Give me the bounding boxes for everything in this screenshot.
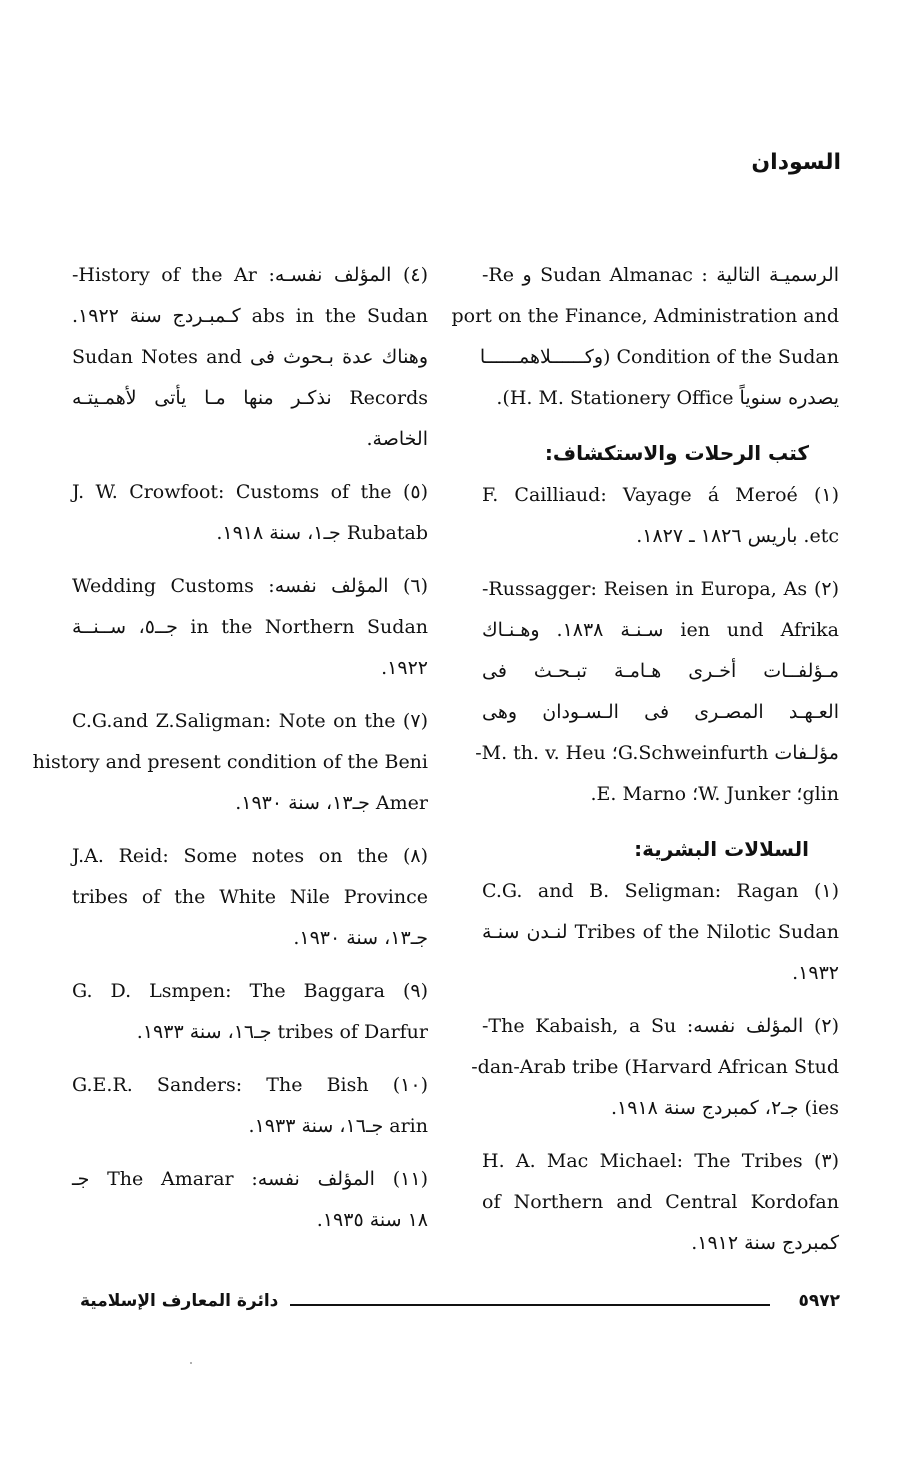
entry-line: (٣) H. A. Mac Michael: The Tribes xyxy=(482,1150,839,1172)
entry-line: (١٠) G.E.R. Sanders: The Bish xyxy=(72,1074,428,1096)
entry-line: Tribes of the Nilotic Sudan لنـدن سنـة xyxy=(482,921,839,943)
entry-line: الخاصة. xyxy=(366,428,428,450)
entry-line: dan-Arab tribe (Harvard African Stud- xyxy=(471,1056,839,1078)
bibliography-entry xyxy=(72,836,428,959)
entry-line: port on the Finance, Administration and xyxy=(451,305,839,327)
entry-line: (١) F. Cailliaud: Vayage á Meroé xyxy=(482,484,839,506)
entry-line: (٢) المؤلف نفسه: The Kabaish, a Su- xyxy=(482,1015,840,1037)
running-header: السودان xyxy=(751,150,841,175)
bibliography-entry xyxy=(482,871,839,994)
entry-line: الرسميـة التالية : Sudan Almanac و Re- xyxy=(482,264,839,286)
bibliography-entry xyxy=(471,1006,840,1129)
entry-line: يصدره سنوياً H. M. Stationery Office). xyxy=(496,387,839,409)
section-heading: السلالات البشرية: xyxy=(634,837,809,861)
entry-line: (٤) المؤلف نفسـه: History of the Ar- xyxy=(72,264,428,286)
entry-line: ١٨ سنة ١٩٣٥. xyxy=(316,1209,428,1231)
section-heading: كتب الرحلات والاستكشاف: xyxy=(544,441,809,465)
bibliography-entry xyxy=(482,475,839,557)
entry-line: arin جـ١٦، سنة ١٩٣٣. xyxy=(248,1115,428,1137)
entry-line: ien und Afrika سـنـة ١٨٣٨. وهـنـاك xyxy=(482,619,839,641)
entry-line: (٢) Russagger: Reisen in Europa, As- xyxy=(482,578,840,600)
page-footer xyxy=(80,1287,840,1317)
entry-line: tribes of Darfur جـ١٦، سنة ١٩٣٣. xyxy=(136,1021,428,1043)
bibliography-entry xyxy=(482,1141,839,1264)
right-column xyxy=(451,255,840,1276)
bibliography-entry xyxy=(72,1159,428,1241)
entry-line: Rubatab جـ١، سنة ١٩١٨. xyxy=(216,522,428,544)
entry-line: (١١) المؤلف نفسه: The Amarar جـ xyxy=(72,1168,428,1190)
entry-line: abs in the Sudan كـمبـردج سنة ١٩٢٢. xyxy=(72,305,428,327)
speck xyxy=(190,1362,192,1364)
entry-line: وهناك عدة بـحوث فى Sudan Notes and xyxy=(72,346,428,368)
entry-line: (٧) C.G.and Z.Saligman: Note on the xyxy=(72,710,428,732)
entry-line: in the Northern Sudan جــ٥، ســنــة xyxy=(72,616,429,638)
entry-line: Amer جـ١٣، سنة ١٩٣٠. xyxy=(235,792,428,814)
entry-line: (٨) J.A. Reid: Some notes on the xyxy=(72,845,428,867)
entry-line: (١) C.G. and B. Seligman: Ragan xyxy=(482,880,840,902)
entry-line: ١٩٣٢. xyxy=(792,962,839,984)
entry-line: (٩) G. D. Lsmpen: The Baggara xyxy=(72,980,428,1002)
footer-rule xyxy=(290,1304,770,1306)
page-number: ٥٩٧٢ xyxy=(798,1291,840,1311)
bibliography-entry xyxy=(72,1065,428,1147)
entry-line: مؤلـفات G.Schweinfurth؛ M. th. v. Heu- xyxy=(475,742,839,764)
bibliography-entry xyxy=(72,255,428,460)
entry-line: glin؛ W. Junker؛ E. Marno. xyxy=(590,783,839,805)
journal-title: دائرة المعارف الإسلامية xyxy=(80,1291,279,1311)
bibliography-entry xyxy=(451,255,839,419)
bibliography-entry xyxy=(32,701,428,824)
left-column xyxy=(32,255,429,1253)
entry-line: (٥) J. W. Crowfoot: Customs of the xyxy=(72,481,428,503)
bibliography-entry xyxy=(72,472,428,554)
entry-line: كمبردج سنة ١٩١٢. xyxy=(691,1232,839,1254)
entry-line: العـهـد المصـرى فى الـسـودان وهى xyxy=(482,701,839,723)
entry-line: Condition of the Sudan (وكــــــلاهمــــــا xyxy=(479,346,839,368)
entry-line: ١٩٢٢. xyxy=(381,657,428,679)
entry-line: مـؤلفــات أخـرى هـامـة تبـحـث فى xyxy=(482,660,839,682)
entry-line: history and present condition of the Beni xyxy=(32,751,428,773)
bibliography-entry xyxy=(72,971,428,1053)
entry-line: (٦) المؤلف نفسه: Wedding Customs xyxy=(72,575,428,597)
bibliography-entry xyxy=(72,566,428,689)
entry-line: tribes of the White Nile Province xyxy=(72,886,428,908)
entry-line: of Northern and Central Kordofan xyxy=(482,1191,839,1213)
entry-line: etc. باريس ١٨٢٦ ـ ١٨٢٧. xyxy=(636,525,839,547)
entry-line: Records نذكـر منها مـا يأتى لأهمـيتـه xyxy=(72,387,428,409)
entry-line: جـ١٣، سنة ١٩٣٠. xyxy=(293,927,428,949)
bibliography-entry xyxy=(475,569,840,815)
entry-line: ies) جـ٢، كمبردج سنة ١٩١٨. xyxy=(610,1097,839,1119)
